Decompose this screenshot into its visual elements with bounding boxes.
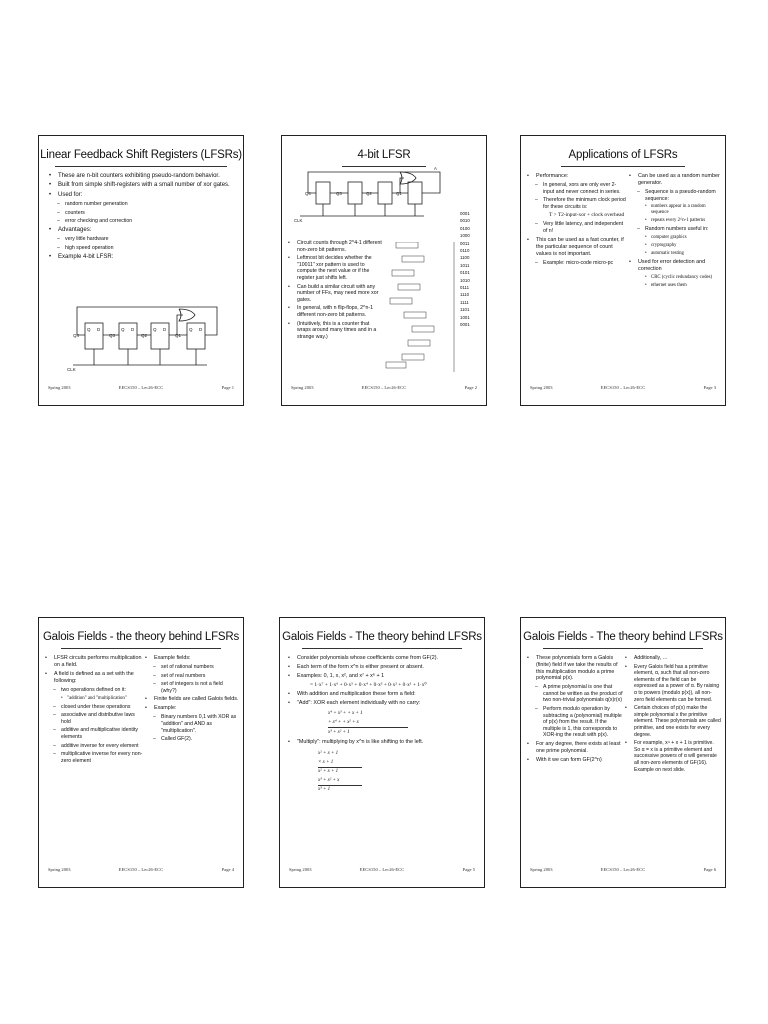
bullet-item: • "addition" and "multiplication" [45, 696, 145, 702]
footer-left: Spring 2003 [289, 867, 312, 872]
bullet-list [45, 655, 145, 764]
bullet-list [527, 173, 627, 266]
bullet-item: • Circuit counts through 2^4-1 different non-zero bit patterns. [288, 240, 384, 253]
footer-left: Spring 2003 [291, 385, 314, 390]
bullet-item: • (Intuitively, this is a counter that wraps around many times and in a strange way.) [288, 321, 384, 341]
bullet-item: • For any degree, there exists at least one prime polynomial. [527, 741, 625, 755]
sequence-value: 1010 [460, 277, 470, 283]
bullet-item: • With addition and multiplication these form a field: [288, 691, 476, 698]
footer-page: Page 2 [464, 385, 477, 390]
right-column [629, 173, 721, 291]
bullet-item: • These polynomials form a Galois (finite) field if we take the results of this multiplication modulo a prime polynomial p(x). [527, 655, 625, 682]
bullet-item: – additive inverse for every element [45, 743, 145, 750]
footer-center: EECS150 – Lec26-ECC [600, 867, 646, 872]
bullet-item: • computer graphics [629, 235, 721, 241]
footer-page: Page 3 [703, 385, 716, 390]
svg-text:D: D [131, 327, 135, 332]
xor-pattern-diagram [382, 242, 460, 382]
slide-footer [289, 867, 475, 877]
bullet-item: • Used for: [49, 192, 235, 199]
sequence-value: 1101 [460, 307, 470, 313]
tap-label: A [434, 166, 437, 171]
bullet-item: • ethernet uses them [629, 283, 721, 289]
slide-title: Galois Fields - The theory behind LFSRs [523, 631, 723, 643]
svg-text:Q: Q [189, 327, 193, 332]
bullet-list [527, 655, 625, 763]
slide-body [288, 240, 384, 342]
multiply-bullet: • "Multiply": multiplying by x^n is like shifting to the left. [288, 739, 476, 746]
sequence-value: 0100 [460, 225, 470, 231]
bullet-item: • For example, x⁴ + x + 1 is primitive. So α = x is a primitive element and successive powers of α will generate all non-zero elements of GF(16). Example on next slide. [625, 740, 721, 773]
svg-text:Q3: Q3 [336, 191, 342, 196]
bullet-item: • CRC (cyclic redundancy codes) [629, 275, 721, 281]
slide-footer [48, 867, 234, 877]
bullet-item: – Binary numbers 0,1 with XOR as "addition" and AND as "multiplication". [145, 714, 239, 734]
sequence-value: 0001 [460, 322, 470, 328]
sequence-value: 1100 [460, 255, 470, 261]
bullet-item: • automatic testing [629, 251, 721, 257]
bullet-item: • Leftmost bit decides whether the "10011" xor pattern is used to compute the next value or if the register just shifts left. [288, 255, 384, 281]
bullet-item: • Every Galois field has a primitive element, α, such that all non-zero elements of the field can be expressed as a power of α. By raising α to powers (modulo p(x)), all non-zero field elements can be formed. [625, 664, 721, 704]
bullet-list [145, 655, 239, 743]
count-sequence [460, 210, 480, 329]
svg-text:Q: Q [153, 327, 157, 332]
clk-label: CLK [67, 367, 76, 372]
bullet-item: • Additionally, … [625, 655, 721, 662]
bullet-item: • "Add": XOR each element individually with no carry: [288, 700, 476, 707]
bullet-item: • Performance: [527, 173, 627, 180]
bullet-item: – counters [49, 210, 235, 217]
bullet-item: • Can be used as a random number generator. [629, 173, 721, 187]
bullet-item: – Sequence is a pseudo-random sequence: [629, 189, 721, 202]
bullet-item: – set of rational numbers [145, 664, 239, 671]
bullet-item: • In general, with n flip-flops, 2^n-1 different non-zero bit patterns. [288, 305, 384, 318]
left-column [45, 655, 145, 766]
left-column [527, 655, 625, 765]
title-divider [561, 166, 685, 167]
bullet-item: – associative and distributive laws hold [45, 712, 145, 725]
slide-body [49, 173, 235, 263]
sequence-value: 1011 [460, 262, 470, 268]
bullet-item: • Consider polynomials whose coefficients come from GF(2). [288, 655, 476, 662]
bullet-list [625, 655, 721, 773]
footer-left: Spring 2003 [530, 385, 553, 390]
bullet-item: • Examples: 0, 1, x, x², and x⁷ + x⁶ + 1 [288, 673, 476, 680]
lfsr-circuit-diagram [67, 301, 227, 373]
footer-page: Page 6 [703, 867, 716, 872]
svg-text:D: D [163, 327, 167, 332]
slide-title: Galois Fields - The theory behind LFSRs [282, 631, 482, 643]
svg-text:D: D [97, 327, 101, 332]
footer-center: EECS150 – Lec26-ECC [118, 867, 164, 872]
bullet-item: • Example 4-bit LFSR: [49, 254, 235, 261]
bullet-item: – Called GF(2). [145, 736, 239, 743]
svg-text:Q: Q [87, 327, 91, 332]
xor-add-example: x⁴ + x³ + + x + 1 + x⁴ + + x² + x x³ + x² + 1 [328, 709, 476, 737]
slide-6 [520, 617, 726, 888]
bullet-item: – Perform modulo operation by subtracting a (polynomial) multiple of p(x) from the result. If the multiple is 1, this corresponds to XOR-ing the result with p(x). [527, 706, 625, 739]
sequence-value: 0010 [460, 218, 470, 224]
bullet-list [629, 173, 721, 289]
bullet-item: • Built from simple shift-registers with a small number of xor gates. [49, 182, 235, 189]
bullet-item: • Example: [145, 705, 239, 712]
multiply-example: x² + x + 1 × x + 1 x² + x + 1 x³ + x² + x x³ + 1 [318, 750, 476, 795]
title-divider [55, 166, 227, 167]
svg-text:Q: Q [121, 327, 125, 332]
bullet-item: • Used for error detection and correction [629, 259, 721, 273]
svg-text:Q4: Q4 [305, 191, 311, 196]
svg-text:CLK: CLK [294, 218, 303, 223]
bullet-item: • With it we can form GF(2^n) [527, 757, 625, 764]
footer-page: Page 1 [221, 385, 234, 390]
slide-5 [279, 617, 485, 888]
bullet-item: – closed under these operations [45, 704, 145, 711]
bullet-item: • Certain choices of p(x) make the simple polynomial x the primitive element. These polynomials are called primitive, and one exists for every degree. [625, 705, 721, 738]
svg-text:Q2: Q2 [366, 191, 372, 196]
title-divider [302, 648, 462, 649]
slide-title: Linear Feedback Shift Registers (LFSRs) [40, 149, 242, 161]
bullet-item: – Very little latency, and independent of n! [527, 221, 627, 234]
right-column [145, 655, 239, 745]
svg-text:D: D [199, 327, 203, 332]
sequence-value: 1001 [460, 314, 470, 320]
bullet-item: T > T2-input-xor + clock overhead [549, 212, 625, 219]
title-divider [543, 648, 703, 649]
footer-center: EECS150 – Lec26-ECC [359, 867, 405, 872]
left-column [527, 173, 627, 268]
footer-center: EECS150 – Lec26-ECC [600, 385, 646, 390]
bullet-item: – Therefore the minimum clock period for these circuits is: [527, 197, 627, 210]
bullet-item: • This can be used as a fast counter, if the particular sequence of count values is not important. [527, 237, 627, 258]
slide-body [288, 655, 476, 795]
bullet-item: • These are n-bit counters exhibiting pseudo-random behavior. [49, 173, 235, 180]
footer-left: Spring 2003 [48, 385, 71, 390]
bullet-item: • repeats every 2^n-1 patterns [629, 218, 721, 224]
slide-footer [530, 385, 716, 395]
sequence-value: 1110 [460, 292, 470, 298]
bullet-item: – In general, xors are only ever 2-input and never connect in series. [527, 182, 627, 195]
slide-title: 4-bit LFSR [357, 149, 411, 161]
q2-label: Q2 [141, 333, 148, 338]
slide-1 [38, 135, 244, 406]
svg-text:Q1: Q1 [396, 191, 402, 196]
slide-title: Applications of LFSRs [568, 149, 678, 161]
bullet-item: – additive and multiplicative identity elements [45, 727, 145, 740]
sequence-value: 0011 [460, 240, 470, 246]
sequence-value: 1000 [460, 233, 470, 239]
slide-footer [530, 867, 716, 877]
sequence-value: 0001 [460, 211, 470, 216]
right-column [625, 655, 721, 775]
bullet-item: – multiplicative inverse for every non-zero element [45, 751, 145, 764]
bullet-item: = 1·x⁷ + 1·x⁶ + 0·x⁵ + 0·x⁴ + 0·x³ + 0·x² + 0·x¹ + 1·x⁰ [310, 682, 427, 688]
bullet-item: • numbers appear in a random sequence [629, 204, 721, 216]
footer-page: Page 4 [221, 867, 234, 872]
footer-left: Spring 2003 [48, 867, 71, 872]
bullet-item: – set of real numbers [145, 673, 239, 680]
footer-page: Page 5 [462, 867, 475, 872]
bullet-list [49, 173, 235, 261]
title-divider [61, 648, 221, 649]
sequence-value: 0110 [460, 248, 470, 254]
bullet-list [288, 655, 476, 707]
slide-2 [281, 135, 487, 406]
bullet-item: – Example: micro-code micro-pc [527, 260, 627, 267]
slide-4 [38, 617, 244, 888]
slide-footer [48, 385, 234, 395]
sequence-value: 0101 [460, 270, 470, 276]
footer-center: EECS150 – Lec26-ECC [118, 385, 164, 390]
sequence-value: 1111 [460, 299, 469, 305]
bullet-item: • cryptography [629, 243, 721, 249]
q1-label: Q1 [175, 333, 182, 338]
sequence-value: 0111 [460, 285, 470, 291]
bullet-item: – A prime polynomial is one that cannot be written as the product of two non-trivial polynomials q(x)r(x) [527, 684, 625, 704]
slide-footer [291, 385, 477, 395]
bullet-list [288, 240, 384, 340]
footer-left: Spring 2003 [530, 867, 553, 872]
bullet-item: • LFSR circuits performs multiplication on a field. [45, 655, 145, 669]
bullet-item: – error checking and correction [49, 218, 235, 225]
bullet-item: • Finite fields are called Galois fields. [145, 696, 239, 703]
bullet-item: – high speed operation [49, 245, 235, 252]
bullet-item: – Random numbers useful in: [629, 226, 721, 233]
bullet-item: • Advantages: [49, 227, 235, 234]
bullet-item: – random number generation [49, 201, 235, 208]
bullet-item: • Each term of the form x^n is either present or absent. [288, 664, 476, 671]
q3-label: Q3 [109, 333, 116, 338]
lfsr-circuit-diagram [292, 166, 452, 224]
q4-label: Q4 [73, 333, 80, 338]
bullet-item: • Example fields: [145, 655, 239, 662]
footer-center: EECS150 – Lec26-ECC [361, 385, 407, 390]
bullet-item: • A field is defined as a set with the following: [45, 671, 145, 685]
slide-3 [520, 135, 726, 406]
bullet-item: • Can build a similar circuit with any number of FFs, may need more xor gates. [288, 284, 384, 304]
bullet-item: – very little hardware [49, 236, 235, 243]
bullet-item: – set of integers is not a field (why?) [145, 681, 239, 694]
slide-title: Galois Fields - the theory behind LFSRs [42, 631, 240, 643]
bullet-item: – two operations defined on it: [45, 687, 145, 694]
